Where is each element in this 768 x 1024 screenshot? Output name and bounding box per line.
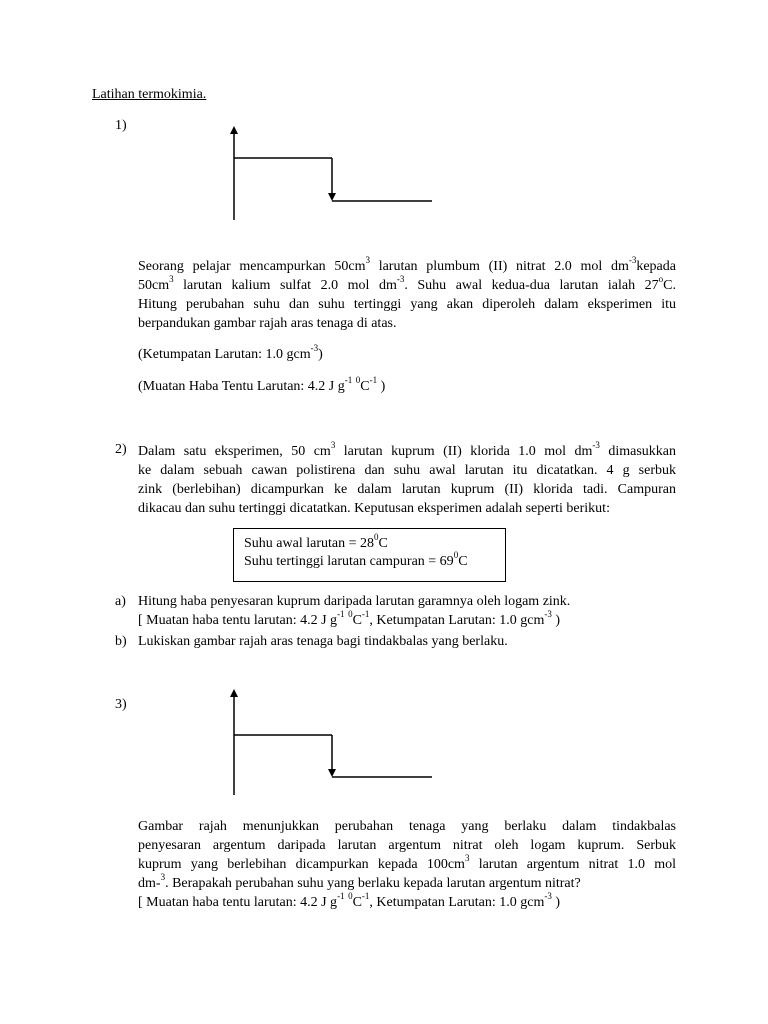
arrow-head <box>328 769 336 777</box>
question-1-number: 1) <box>115 118 127 133</box>
axis-arrowhead <box>230 689 238 697</box>
energy-level-diagram-1 <box>225 126 440 224</box>
q2-line-2: ke dalam sebuah cawan polistirena dan suhu awal larutan itu dicatatkan. 4 g serbuk <box>138 463 676 478</box>
page-title: Latihan termokimia. <box>92 87 207 102</box>
q1-density: (Ketumpatan Larutan: 1.0 gcm$^{-3}$) <box>138 343 323 362</box>
question-3-text <box>138 817 676 912</box>
q3-line-5: [ Muatan haba tentu larutan: 4.2 J $g^{-1}$ $^0C^{-1}$, Ketumpatan Larutan: 1.0 gcm$^{-3}$ ) <box>138 891 561 910</box>
q3-line-1: Gambar rajah menunjukkan perubahan tenaga yang berlaku dalam tindakbalas <box>138 819 676 834</box>
part-a-constants: [ Muatan haba tentu larutan: 4.2 J $g^{-1}$ $^0C^{-1}$, Ketumpatan Larutan: 1.0 gcm$^{-3}$ ) <box>138 609 561 628</box>
part-a-text: Hitung haba penyesaran kuprum daripada larutan garamnya oleh logam zink. <box>138 594 571 609</box>
q2-line-3: zink (berlebihan) dicampurkan ke dalam larutan kuprum (II) klorida tadi. Campuran <box>138 482 676 497</box>
part-b-text: Lukiskan gambar rajah aras tenaga bagi tindakbalas yang berlaku. <box>138 634 508 649</box>
question-3-number: 3) <box>115 697 127 712</box>
energy-level-diagram-3 <box>225 689 440 799</box>
q2-line-1: Dalam satu eksperimen, 50 $cm^3$ larutan kuprum (II) klorida 1.0 mol $dm^{-3}$ dimasukkan <box>138 440 676 459</box>
highest-temperature: Suhu tertinggi larutan campuran = $69^0C$ <box>244 550 468 569</box>
q1-line-3: Hitung perubahan suhu dan suhu tertinggi yang akan diperoleh dalam eksperimen itu <box>138 297 676 312</box>
q1-line-2: $50cm^3$ larutan kalium sulfat 2.0 mol $dm^{-3}$. Suhu awal kedua-dua larutan ialah 27$^o$C. <box>138 274 677 293</box>
arrow-head <box>328 193 336 201</box>
q1-line-4: berpandukan gambar rajah aras tenaga di atas. <box>138 316 397 331</box>
initial-temperature: Suhu awal larutan = $28^0C$ <box>244 532 388 551</box>
q3-line-4: dm-$^3$. Berapakah perubahan suhu yang berlaku kepada larutan argentum nitrat? <box>138 872 581 891</box>
axis-arrowhead <box>230 126 238 134</box>
question-2-text <box>138 442 676 518</box>
q2-line-4: dikacau dan suhu tertinggi dicatatkan. Keputusan eksperimen adalah seperti berikut: <box>138 501 610 516</box>
q3-line-2: penyesaran argentum daripada larutan argentum nitrat oleh logam kuprum. Serbuk <box>138 838 676 853</box>
part-b-label: b) <box>115 634 127 649</box>
q1-specific-heat: (Muatan Haba Tentu Larutan: 4.2 J $g^{-1}$ $^0C^{-1}$ ) <box>138 375 386 394</box>
part-a-label: a) <box>115 594 126 609</box>
q1-line-1: Seorang pelajar mencampurkan $50cm^3$ larutan plumbum (II) nitrat 2.0 mol $dm^{-3}kepada$ <box>138 255 676 274</box>
question-1-text <box>138 257 676 333</box>
results-box <box>233 528 506 582</box>
q3-line-3: kuprum yang berlebihan dicampurkan kepada $100cm^3$ larutan argentum nitrat 1.0 mol <box>138 853 676 872</box>
question-2-number: 2) <box>115 442 127 457</box>
